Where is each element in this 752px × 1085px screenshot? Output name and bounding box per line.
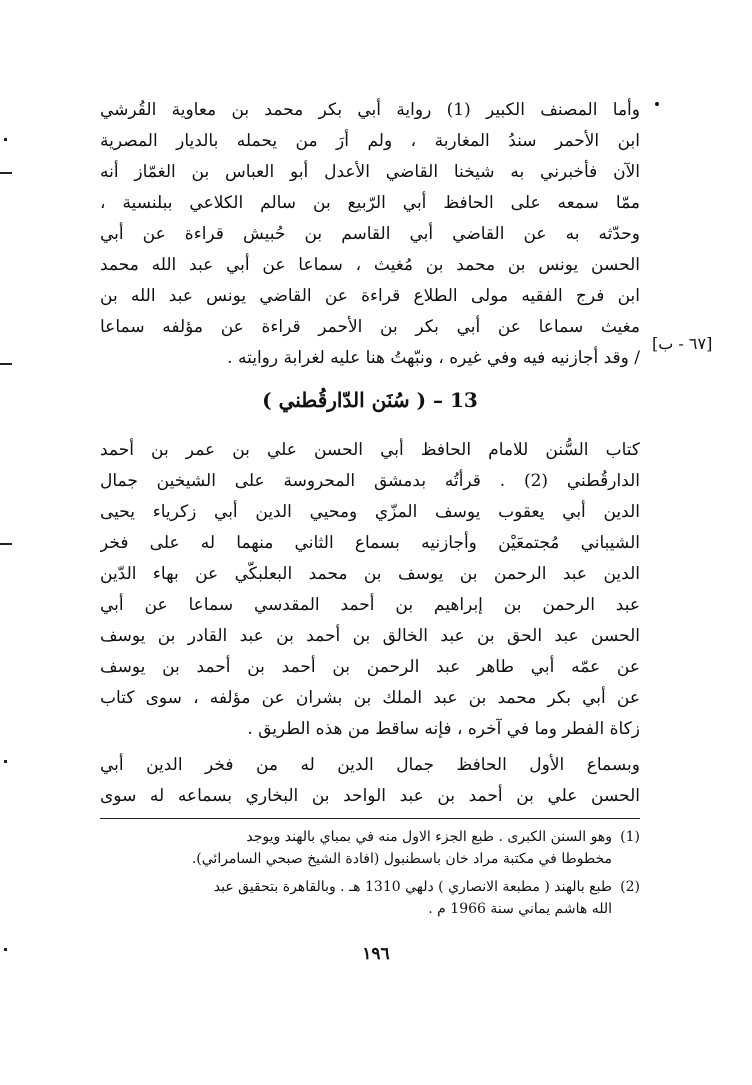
section-title: 13 – ( سُنَن الدّارقُطني ) <box>262 388 478 412</box>
footnote-divider <box>100 818 640 819</box>
folio-margin-note: [٦٧ - ب] <box>652 334 713 353</box>
text-line: الدارقُطني (2) . قرأتُه بدمشق المحروسة على الشيخين جمال <box>100 471 640 491</box>
text-line: الحسن يونس بن محمد بن مُغيث ، سماعا عن أبي عبد الله محمد <box>100 255 640 275</box>
footnote-line: طبع بالهند ( مطبعة الانصاري ) دلهي 1310 هـ . وبالقاهرة بتحقيق عبد <box>213 879 612 895</box>
paragraph-sunan <box>100 435 640 745</box>
text-line: عن عمّه أبي طاهر عبد الرحمن بن أحمد بن أحمد بن يوسف <box>100 657 640 677</box>
text-line: عن أبي بكر محمد بن عبد الملك بن بشران عن مؤلفه ، سوى كتاب <box>100 688 640 708</box>
text-line: الدين أبي يعقوب يوسف المزّي ومحيي الدين أبي زكرياء يحيى <box>100 502 640 522</box>
footnote-body <box>100 876 612 920</box>
text-line: عبد الرحمن بن إبراهيم بن أحمد المقدسي سماعا عن أبي <box>100 595 640 615</box>
margin-dot <box>655 102 659 106</box>
footnote <box>100 876 640 920</box>
text-line: كتاب السُّنن للامام الحافظ أبي الحسن علي بن عمر بن أحمد <box>100 440 640 460</box>
text-line: وبسماع الأول الحافظ جمال الدين له من فخر الدين أبي <box>100 755 640 775</box>
binding-mark <box>0 543 12 545</box>
text-line: الشيباني مُجتمعَيْن وأجازنيه بسماع الثاني منهما له على فخر <box>100 533 640 553</box>
text-line: ابن فرج الفقيه مولى الطلاع قراءة عن القاضي يونس عبد الله بن <box>100 286 640 306</box>
text-line: وحدّثه به عن القاضي أبي القاسم بن حُبيش قراءة عن أبي <box>100 224 640 244</box>
text-line: مغيث سماعا عن أبي بكر بن الأحمر قراءة عن مؤلفه سماعا <box>100 317 640 337</box>
footnote-number: (2) <box>620 879 640 895</box>
text-line: وأما المصنف الكبير (1) رواية أبي بكر محمد بن معاوية القُرشي <box>100 100 640 120</box>
paragraph-riwaya <box>100 95 640 374</box>
footnote-line: وهو السنن الكبرى . طبع الجزء الاول منه في بمباي بالهند ويوجد <box>246 829 612 845</box>
binding-mark <box>0 363 12 365</box>
text-line: الحسن عبد الحق بن عبد الخالق بن أحمد بن عبد القادر بن يوسف <box>100 626 640 646</box>
text-line: زكاة الفطر وما في آخره ، فإنه ساقط من هذه الطريق . <box>247 719 640 739</box>
text-line: الدين عبد الرحمن بن يوسف بن محمد البعلبكّي عن بهاء الدّين <box>100 564 640 584</box>
binding-dot <box>4 138 7 141</box>
binding-dot <box>4 760 7 763</box>
footnotes <box>100 826 640 926</box>
text-line: ابن الأحمر سندُ المغاربة ، ولم أرَ من يحمله بالديار المصرية <box>100 131 640 151</box>
binding-mark <box>0 172 12 174</box>
text-line: الحسن علي بن أحمد بن عبد الواحد بن البخاري بسماعه له سوى <box>100 786 640 806</box>
footnote-line: مخطوطا في مكتبة مراد خان باسطنبول (افادة الشيخ صبحي السامرائي). <box>191 851 612 867</box>
text-line: الآن فأخبرني به شيخنا القاضي الأعدل أبو العباس بن الغمّاز أنه <box>100 162 640 182</box>
paragraph-sama <box>100 750 640 812</box>
footnote <box>100 826 640 870</box>
footnote-number: (1) <box>620 829 640 845</box>
footnote-line: الله هاشم يماني سنة 1966 م . <box>428 901 612 917</box>
page-number: ١٩٦ <box>362 944 390 964</box>
text-line: ممّا سمعه على الحافظ أبي الرّبيع بن سالم الكلاعي ببلنسية ، <box>100 193 640 213</box>
text-line: / وقد أجازنيه فيه وفي غيره ، ونبّهتُ هنا عليه لغرابة روايته . <box>227 348 640 368</box>
footnote-body <box>100 826 612 870</box>
binding-dot <box>4 948 7 951</box>
